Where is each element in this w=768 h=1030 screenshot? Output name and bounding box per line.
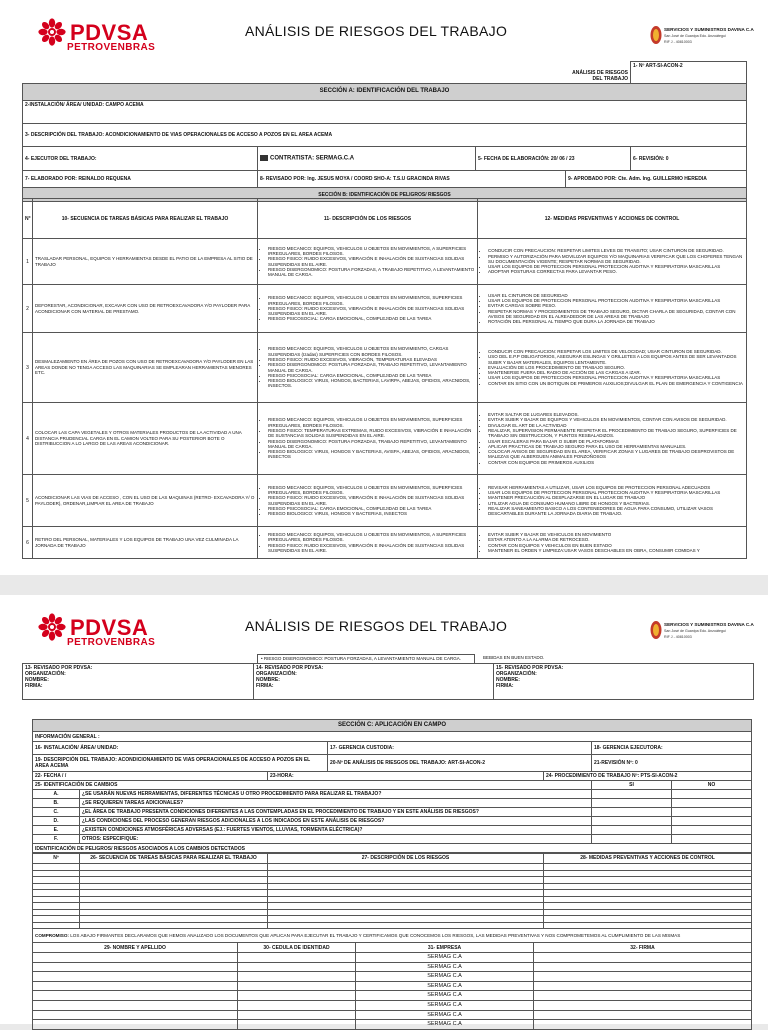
risk-item: • RIESGO BIOLOGICO: VIRUS, HONGOS Y BACTERIAS, AVISPA, ABEJAS, OFIDIOS, ARACNIDOS, INSECTOS	[268, 449, 475, 460]
section-a-header: SECCIÓN A: IDENTIFICACIÓN DEL TRABAJO	[23, 84, 747, 101]
task-risks	[258, 239, 478, 285]
form-title: ANÁLISIS DE RIESGOS DEL TRABAJO	[566, 62, 631, 84]
field-col-tasks: 26- SECUENCIA DE TAREAS BÁSICAS PARA REALIZAR EL TRABAJO	[80, 853, 268, 864]
installation-field: 16- INSTALACIÓN/ ÁREA/ UNIDAD:	[33, 742, 328, 755]
brand-name: PDVSA	[70, 20, 149, 45]
risk-item: • RIESGO FISICO: TEMPERATURAS EXTREMAS, RUIDO EXCESIVOS, VIBRACIÓN E INHALACIÓN DE SUSTANCIAS SOLIDAS SUSPENDIDAS EN EL AIRE.	[268, 428, 475, 439]
measure-item: • USAR ESCALERAS PARA BAJAR O SUBIR DE PLATAFORMAS	[488, 439, 744, 444]
change-row	[33, 799, 752, 808]
measure-item: • PERMISO Y AUTORIZACIÓN PARA MOVILIZAR EQUIPOS Y/O MAQUINARIAS VERIFICAR QUE LOS CHOFERES TENGAN SU DOCUMENTACIÓN VIGENTE; RESPETAR NORMAS DE SEGURIDAD.	[488, 254, 744, 265]
attendee-id[interactable]	[238, 1000, 356, 1010]
attendee-signature[interactable]	[534, 972, 752, 982]
attendee-name[interactable]	[33, 1000, 238, 1010]
attendee-row	[33, 991, 752, 1001]
attendee-company: SERMAG C.A	[356, 1020, 534, 1030]
field-col-number: Nº	[33, 853, 80, 864]
changes-header: 25- IDENTIFICACIÓN DE CAMBIOS	[33, 781, 592, 790]
signature-block	[254, 664, 494, 700]
change-row	[33, 817, 752, 826]
task-risks	[258, 527, 478, 559]
no-header: NO	[672, 781, 752, 790]
change-yes-checkbox[interactable]	[592, 799, 672, 808]
attendee-company: SERMAG C.A	[356, 981, 534, 991]
company-emblem-icon	[650, 620, 662, 640]
task-measures	[478, 333, 747, 403]
task-description: ACONDICIONAR LAS VIAS DE ACCESO , CON EL USO DE LAS MAQUINAS (RETRO- EXCAVADORA Y/ O PAYLODER), ORDENAR,LIMPIAR EL AREA DE TRABAJO	[33, 475, 258, 527]
signature-org: ORGANIZACIÓN:	[496, 671, 537, 677]
risk-item: • RIESGO FISICO: RUIDO EXCESIVOS, VIBRACIÓN, TEMPERATURAS ELEVADAS	[268, 357, 475, 362]
brand-sub: PETROVENBRAS	[67, 42, 156, 53]
task-number: 5	[23, 475, 33, 527]
attendee-signature[interactable]	[534, 991, 752, 1001]
signature-sign: FIRMA:	[256, 683, 274, 689]
col-number-header: N°	[23, 199, 33, 239]
change-key: E.	[33, 826, 80, 835]
change-no-checkbox[interactable]	[672, 799, 752, 808]
attendee-name[interactable]	[33, 972, 238, 982]
change-row	[33, 835, 752, 844]
description-field: 19- DESCRIPCIÓN DEL TRABAJO: ACONDICIONAMIENTO DE VIAS OPERACIONALES DE ACCESO A POZOS EN EL AREA ACEMA	[33, 755, 328, 772]
signature-title: 15- REVISADO POR PDVSA:	[496, 665, 564, 671]
attendee-signature[interactable]	[534, 953, 752, 963]
attendee-company: SERMAG C.A	[356, 972, 534, 982]
change-key: F.	[33, 835, 80, 844]
measure-item: • USAR LOS EQUIPOS DE PROTECCION PERSONAL PROTECCION AUDITIVA Y RESPIRATORIA MASCARILLAS	[488, 298, 744, 303]
attendee-name[interactable]	[33, 1010, 238, 1020]
hazards-identification: IDENTIFICACIÓN DE PELIGROS/ RIESGOS ASOCIADOS A LOS CAMBIOS DETECTADOS	[33, 844, 752, 854]
attendees-table	[32, 942, 752, 1030]
change-row	[33, 808, 752, 817]
company-address: San José de Guanipa Edo. Anzoátegui	[664, 34, 726, 38]
measure-item: • COLOCAR AVISOS DE SEGURIDAD EN EL AREA, VERIFICAR ZONAS Y LUGARES DE TRABAJO DESPROVISTOS DE MALEZAS QUE ALBERGUEN ANIMALES PONZOÑOSOS	[488, 449, 744, 460]
risk-item: • RIESGO BIOLOGICO: VIRUS, HONGOS Y BACTERIAS, INSECTOS	[268, 511, 475, 516]
attendee-id[interactable]	[238, 972, 356, 982]
measure-item: • EVITAR CARGAS SOBRE PESO.	[488, 303, 744, 308]
general-info: INFORMACIÓN GENERAL :	[33, 732, 752, 742]
change-yes-checkbox[interactable]	[592, 835, 672, 844]
commitment-row: COMPROMISO: LOS ABAJO FIRMANTES DECLARAMOS QUE HEMOS ANALIZADO LOS DOCUMENTOS QUE APLICAN PARA EJECUTAR EL TRABAJO Y CERTIFICAMOS QUE CONOCEMOS LOS RIESGOS, LAS MEDIDAS PREVENTIVAS Y NOS COMPROMETEMOS AL CUMPLIMIENTO DE LAS MISMAS	[33, 929, 752, 943]
company-name: SERVICIOS Y SUMINISTROS DAVINA C.A	[664, 27, 754, 32]
approved-by-cell: 9- APROBADO POR: Cte. Adm. Ing. GUILLERMO HEREDIA	[566, 171, 747, 188]
change-key: A.	[33, 790, 80, 799]
measure-item: • APLICAR PRACTICAS DE TRABAJO SEGURO PARA EL USO DE HERRAMIENTAS MANUALES.	[488, 444, 744, 449]
attendee-name[interactable]	[33, 953, 238, 963]
procedure-field: 24- PROCEDIMIENTO DE TRABAJO Nº: PTS-SI-ACON-2	[544, 772, 752, 781]
change-no-checkbox[interactable]	[672, 808, 752, 817]
risk-item: • RIESGO PSICOSOCIAL: CARGA EMOCIONAL, COMPLEJIDAD DE LAS TAREA	[268, 506, 475, 511]
custody-field: 17- GERENCIA CUSTODIA:	[328, 742, 592, 755]
change-key: B.	[33, 799, 80, 808]
risk-item: • RIESGO PSICOSOCIAL: CARGA EMOCIONAL, COMPLEJIDAD DE LAS TAREA	[268, 316, 475, 321]
carry-over-risk: • RIESGO DISERGONOMICO: POSTURA FORZADAS, A LEVANTAMIENTO MANUAL DE CARGA.	[257, 654, 475, 663]
task-row	[23, 403, 747, 475]
executor-cell: 4- EJECUTOR DEL TRABAJO:	[23, 147, 258, 171]
signature-sign: FIRMA:	[25, 683, 43, 689]
risk-item: • RIESGO MECANICO: EQUIPOS, VEHICULOS U OBJETOS EN MOVIMIENTO, CARGAS SUSPENDIDAS (Izadas) SUPERFICIES CON BORDES FILOSOS.	[268, 346, 475, 357]
tasks-table	[22, 198, 747, 559]
measure-item: • EVITAR SALTAR DE LUGARES ELEVADOS.	[488, 412, 744, 417]
change-question: ¿EXISTEN CONDICIONES ATMOSFÉRICAS ADVERSAS (EJ.: FUERTES VIENTOS, LLUVIAS, TORMENTA ELÉCTRICA)?	[80, 826, 592, 835]
attendee-row	[33, 1000, 752, 1010]
col-id: 30- CEDULA DE IDENTIDAD	[238, 943, 356, 953]
risk-item: • RIESGO MECANICO: EQUIPOS, VEHICULOS U OBJETOS EN MOVIMIENTOS, SUPERFICIES IRREGULARES, BORDES FILOSOS.	[268, 485, 475, 496]
attendee-signature[interactable]	[534, 1020, 752, 1030]
measure-item: • REALIZAR, SUPERVISION PERMANENTE RESPETAR EL PROCEDIMIENTO DE TRABAJO SEGURO, SUPERFICIES DE TRABAJO SIN OBSTRUCCION, Y PUNTOS RESBALADIZOS.	[488, 428, 744, 439]
attendee-name[interactable]	[33, 991, 238, 1001]
task-description: DEFORESTAR, ACONDICIONAR, EXCAVAR CON USO DE RETROEXCAVADORA Y/O PAYLODER PARA ACONDICIONAR CON MATERIAL DE PRESTAMO.	[33, 285, 258, 333]
change-question: ¿SE REQUIEREN TAREAS ADICIONALES?	[80, 799, 592, 808]
field-col-measures: 28- MEDIDAS PREVENTIVAS Y ACCIONES DE CONTROL	[544, 853, 752, 864]
signature-name: NOMBRE:	[25, 677, 49, 683]
risk-item: • RIESGO DISERGONOMICO: POSTURA FORZADAS, TRABAJO REPETITIVO, LEVANTAMIENTO MANUAL DE CARGA.	[268, 439, 475, 450]
task-risks	[258, 403, 478, 475]
measure-item: • RESPETAR NORMAS Y PROCEDIMIENTOS DE TRABAJO SEGURO, DICTAR CHARLA DE SEGURIDAD, CONTAR CON AVISOS DE SEGURIDAD EN EL ALREADEDOR DE LAS AREAS DE TRABAJO	[488, 309, 744, 320]
task-number: 3	[23, 333, 33, 403]
task-measures	[478, 527, 747, 559]
attendee-id[interactable]	[238, 1010, 356, 1020]
measure-item: • ROTACIÓN DEL PERSONAL AL TIEMPO QUE DURA LA JORNADA DE TRABAJO	[488, 319, 744, 324]
page-title-2: ANÁLISIS DE RIESGOS DEL TRABAJO	[245, 618, 508, 634]
change-key: C.	[33, 808, 80, 817]
measure-item: • USAR LOS EQUIPOS DE PROTECCION PERSONAL PROTECCION AUDITIVA Y RESPIRATORIA MASCARILLAS	[488, 375, 744, 380]
change-yes-checkbox[interactable]	[592, 817, 672, 826]
change-no-checkbox[interactable]	[672, 835, 752, 844]
task-risks	[258, 475, 478, 527]
measure-item: • MANTENER EL ORDEN Y LIMPIEZA:USAR VASOS DESCHABLES EN OBRA, CONSUMIR COMIDAS Y	[488, 548, 744, 553]
risk-item: • RIESGO DISERGONOMICO: POSTURA FORZADAS, A TRABAJO REPETITIVO, A LEVANTAMIENTO MANUAL DE CARGA.	[268, 267, 475, 278]
company-name: SERVICIOS Y SUMINISTROS DAVINA C.A	[664, 622, 754, 627]
attendee-signature[interactable]	[534, 981, 752, 991]
risk-item: • RIESGO MECANICO: EQUIPOS, VEHICULOS U OBJETOS EN MOVIMIENTOS, A SUPERFICIES IRREGULARES, BORDES FILOSOS.	[268, 246, 475, 257]
measure-item: • CONTAR CON EQUIPOS DE PRIMEROS AUXILIOS	[488, 460, 744, 465]
section-c-table	[32, 719, 752, 854]
pdvsa-logo	[38, 18, 156, 54]
executing-field: 18- GERENCIA EJECUTORA:	[592, 742, 752, 755]
measure-item: • USAR LOS EQUIPOS DE PROTECCION PERSONAL PROTECCION AUDITIVA Y RESPIRATORIA MASCARILLAS	[488, 264, 744, 269]
installation-row: 2-INSTALACIÓN/ ÁREA/ UNIDAD: CAMPO ACEMA	[23, 101, 747, 124]
measure-item: • EVALUACIÓN DE LOS PROCEDIMIENTO DE TRABAJO SEGURO.	[488, 365, 744, 370]
signature-name: NOMBRE:	[256, 677, 280, 683]
risk-item: • RIESGO PSICOSOCIAL: CARGA EMOCIONAL, COMPLEJIDAD DE LAS TAREA	[268, 373, 475, 378]
change-question: ¿EL ÁREA DE TRABAJO PRESENTA CONDICIONES DIFERENTES A LAS CONTEMPLADAS EN EL PROCEDIMIENTO DE TRABAJO Y EN ESTE ANÁLISIS DE RIESGOS?	[80, 808, 592, 817]
measure-item: • REALIZAR SANEAMIENTO BASICO A LOS CONTENEDORES DE AGUA PARA CONSUMO, UTILIZAR VASOS DESCARTABLES DURANTE LA JORNADA DIARIA DE TRABAJO.	[488, 506, 744, 517]
risk-item: • RIESGO FISICO: RUIDO EXCESIVOS, VIBRACIÓN E INHALACIÓN DE SUSTANCIAS SOLIDAS SUSPENDIDAS EN EL AIRE.	[268, 306, 475, 317]
measure-item: • REVISAR HERRAMIENTAS A UTILIZAR, USAR LOS EQUIPOS DE PROTECCION PERSONAL ADECUADOS	[488, 485, 744, 490]
attendee-id[interactable]	[238, 953, 356, 963]
section-c-header: SECCIÓN C: APLICACIÓN EN CAMPO	[33, 720, 752, 732]
risk-item: • RIESGO MECANICO: EQUIPOS, VEHICULOS U OBJETOS EN MOVIMIENTOS, A SUPERFICIES IRREGULARES, BORDES FILOSOS.	[268, 532, 475, 543]
task-measures	[478, 475, 747, 527]
change-yes-checkbox[interactable]	[592, 826, 672, 835]
attendee-row	[33, 962, 752, 972]
reviewed-by-cell: 8- REVISADO POR: Ing. JESUS MOYA / COORD SHO-A: T.S.U GRACINDA RIVAS	[258, 171, 566, 188]
form-number: 1- Nº ART-SI-ACON-2	[631, 62, 747, 84]
signature-block	[494, 664, 754, 700]
signature-sign: FIRMA:	[496, 683, 514, 689]
signature-org: ORGANIZACIÓN:	[256, 671, 297, 677]
field-tasks-table	[32, 852, 752, 943]
measure-item: • USAR LOS EQUIPOS DE PROTECCION PERSONAL PROTECCION AUDITIVA Y RESPIRATORIA MASCARILLAS	[488, 490, 744, 495]
attendee-signature[interactable]	[534, 962, 752, 972]
measure-item: • EVITAR SUBIR Y BAJAR DE VEHICULOS EN MOVIMIENTO	[488, 532, 744, 537]
col-measures-header: 12- MEDIDAS PREVENTIVAS Y ACCIONES DE CONTROL	[478, 199, 747, 239]
page-header	[0, 0, 768, 60]
measure-item: • DIVULGAR EL ART DE LA ACTIVIDAD	[488, 423, 744, 428]
pdvsa-logo-2	[38, 613, 156, 649]
change-row	[33, 826, 752, 835]
attendee-id[interactable]	[238, 962, 356, 972]
attendee-row	[33, 1020, 752, 1030]
col-name: 29- NOMBRE Y APELLIDO	[33, 943, 238, 953]
page-header-2	[0, 595, 768, 655]
attendee-name[interactable]	[33, 962, 238, 972]
signature-block	[23, 664, 254, 700]
change-key: D.	[33, 817, 80, 826]
change-row	[33, 790, 752, 799]
col-signature: 32- FIRMA	[534, 943, 752, 953]
measure-item: • ESTAR ATENTO A LA ALARMA DE RETROCESO.	[488, 537, 744, 542]
art-number-field: 20-Nº DE ANÁLISIS DE RIESGOS DEL TRABAJO: ART-SI-ACON-2	[328, 755, 592, 772]
attendee-signature[interactable]	[534, 1010, 752, 1020]
task-risks	[258, 333, 478, 403]
risk-item: • RIESGO MECANICO: EQUIPOS, VEHICULOS U OBJETOS EN MOVIMIENTOS, SUPERFICIES IRREGULARES, BORDES FILOSOS.	[268, 295, 475, 306]
col-tasks-header: 10- SECUENCIA DE TAREAS BÁSICAS PARA REALIZAR EL TRABAJO	[33, 199, 258, 239]
risk-item: • RIESGO FISICO: RUIDO EXCESIVOS, VIBRACIÓN E INHALACIÓN DE SUSTANCIAS SOLIDAS SUSPENDIDAS EN EL AIRE.	[268, 543, 475, 554]
attendee-row	[33, 972, 752, 982]
change-no-checkbox[interactable]	[672, 817, 752, 826]
company-emblem-icon	[650, 25, 662, 45]
risk-item: • RIESGO MECANICO: EQUIPOS, VEHICULOS U OBJETOS EN MOVIMIENTOS, SUPERFICIES IRREGULARES, BORDES FILOSOS.	[268, 417, 475, 428]
attendee-id[interactable]	[238, 981, 356, 991]
task-row	[23, 527, 747, 559]
pdvsa-sun-icon	[38, 18, 66, 46]
section-a-table	[22, 61, 747, 202]
measure-item: • USAR EL CINTURON DE SEGURIDAD	[488, 293, 744, 298]
measure-item: • EVITAR SUBIR Y BAJAR DE EQUIPOS Y VEHICULOS EN MOVIMIENTOS, CONTAR CON AVISOS DE SEGURIDAD.	[488, 417, 744, 422]
task-description: TRASLADAR PERSONAL, EQUIPOS Y HERRAMIENTAS DESDE EL PATIO DE LA EMPRESA AL SITIO DE TRABAJO	[33, 239, 258, 285]
measure-item: • ADOPTAR POSTURAS CORRECTAS PARA LEVANTAR PESO.	[488, 269, 744, 274]
change-question: ¿LAS CONDICIONES DEL PROCESO GENERAN RIESGOS ADICIONALES A LOS INDICADOS EN ESTE ANÁLISIS DE RIESGOS?	[80, 817, 592, 826]
change-question: OTROS: ESPECIFIQUE:	[80, 835, 592, 844]
change-no-checkbox[interactable]	[672, 826, 752, 835]
task-measures	[478, 403, 747, 475]
attendee-company: SERMAG C.A	[356, 1010, 534, 1020]
date-cell: 5- FECHA DE ELABORACIÓN: 20/ 06 / 23	[476, 147, 631, 171]
measure-item: • UTILIZAR AGUA DE CONSUMO HUMANO LIBRE DE HONGOS Y BACTERIAS.	[488, 501, 744, 506]
attendee-company: SERMAG C.A	[356, 991, 534, 1001]
attendee-company: SERMAG C.A	[356, 953, 534, 963]
change-no-checkbox[interactable]	[672, 790, 752, 799]
attendee-name[interactable]	[33, 981, 238, 991]
risk-item: • RIESGO DISERGONOMICO: POSTURA FORZADAS, TRABAJO REPETITIVO, LEVANTAMIENTO MANUAL DE CARGA.	[268, 362, 475, 373]
measure-item: • USO DEL E.P.P OBLIGATORIOS, ASEGURAR ESLINGAS Y GRILLETES A LOS EQUIPOS ANTES DE SER LEVANTADOS SUBIR Y BAJAR MATERIALES, EQUIPOS LENTAMENTE.	[488, 354, 744, 365]
signature-org: ORGANIZACIÓN:	[25, 671, 66, 677]
change-question: ¿SE USARÁN NUEVAS HERRAMIENTAS, DIFERENTES TÉCNICAS U OTRO PROCEDIMIENTO PARA REALIZAR EL TRABAJO?	[80, 790, 592, 799]
risk-item: • RIESGO BIOLOGICO: VIRUS, HONGOS, BACTERIAS, LAVIRPA, ABEJAS, OFIDIOS, ARACNIDOS, INSECTOS.	[268, 378, 475, 389]
attendee-company: SERMAG C.A	[356, 962, 534, 972]
col-risks-header: 11- DESCRIPCIÓN DE LOS RIESGOS	[258, 199, 478, 239]
task-number: 2	[23, 285, 33, 333]
field-col-risks: 27- DESCRIPCIÓN DE LOS RIESGOS	[268, 853, 544, 864]
task-number: 4	[23, 403, 33, 475]
brand-name: PDVSA	[70, 615, 149, 640]
company-address: San José de Guanipa Edo. Anzoátegui	[664, 629, 726, 633]
measure-item: • CONTAR EN SITIO CON UN BOTIQUIN DE PRIMEROS AUXILIOS;DIVULGAR EL PLAN DE EMERGENCIA Y CONTIGENCIA	[488, 381, 744, 386]
revision-cell: 6- REVISIÓN: 0	[631, 147, 747, 171]
company-rif: RIF J - 40810003	[664, 635, 692, 639]
section-b-header: SECCIÓN B: IDENTIFICACIÓN DE PELIGROS/ RIESGOS	[23, 188, 747, 202]
change-yes-checkbox[interactable]	[592, 808, 672, 817]
task-row	[23, 333, 747, 403]
task-row	[23, 475, 747, 527]
time-field: 23-HORA:	[268, 772, 544, 781]
task-measures	[478, 239, 747, 285]
revision-field: 21-REVISIÓN Nº: 0	[592, 755, 752, 772]
company-rif: RIF J - 40810003	[664, 40, 692, 44]
pdvsa-sun-icon	[38, 613, 66, 641]
task-description: DESMALEZAMIENTO EN ÁREA DE POZOS CON USO DE RETROEXCAVADORA Y/O PAYLODER EN LAS AREAS DONDE NO TENGA ACCESO LAS MAQUINARIAS SE EMPLEARAN HERRAMIENTAS MENORES ETC.	[33, 333, 258, 403]
measure-item: • MANTENERSE FUERA DEL RADIO DE ACCIÓN DE LAS CARGAS A IZAR.	[488, 370, 744, 375]
change-yes-checkbox[interactable]	[592, 790, 672, 799]
contractor-cell: CONTRATISTA: SERMAG.C.A	[258, 147, 476, 171]
task-row	[23, 239, 747, 285]
risk-item: • RIESGO FISICO: RUIDO EXCESIVOS, VIBRACIÓN E INHALACIÓN DE SUSTANCIAS SOLIDAS SUSPENDIDAS EN EL AIRE.	[268, 495, 475, 506]
attendee-row	[33, 981, 752, 991]
attendee-name[interactable]	[33, 1020, 238, 1030]
attendee-row	[33, 953, 752, 963]
description-row: 3- DESCRIPCIÓN DEL TRABAJO: ACONDICIONAMIENTO DE VIAS OPERACIONALES DE ACCESO A POZOS EN EL AREA ACEMA	[23, 124, 747, 147]
col-company: 31- EMPRESA	[356, 943, 534, 953]
attendee-company: SERMAG C.A	[356, 1000, 534, 1010]
carry-over-measure: BEBIDAS EN BUEN ESTADO.	[483, 655, 545, 660]
signature-title: 14- REVISADO POR PDVSA:	[256, 665, 324, 671]
attendee-id[interactable]	[238, 991, 356, 1001]
signature-name: NOMBRE:	[496, 677, 520, 683]
task-number: 1	[23, 239, 33, 285]
task-risks	[258, 285, 478, 333]
elaborated-by-cell: 7- ELABORADO POR: REINALDO REQUENA	[23, 171, 258, 188]
measure-item: • CONDUCIR CON PRECAUCION: RESPETAR LOS LIMITES DE VELOCIDAD; USAR CINTURON DE SEGURIDAD.	[488, 349, 744, 354]
risk-item: • RIESGO FISICO: RUIDO EXCESIVOS, VIBRACIÓN E INHALACIÓN DE SUSTANCIAS SOLIDAS SUSPENDIDAS EN EL AIRE.	[268, 256, 475, 267]
task-description: COLOCAR LAS CAPA VEGETALES Y OTROS MATERIALES PRODUCTOS DE LA ACTIVIDAD A UNA DISTANCIA PRUDENCIAL CARGA EN EL CAMION VOLTEO PARA SU POSTERIOR BOTE O DISTRIBUCCION A LO LARGO DE LAS AREAS ACONDICIONAR.	[33, 403, 258, 475]
task-row	[23, 285, 747, 333]
measure-item: • CONTAR CON EQUIPOS Y VEHICULOS EN BUEN ESTADO	[488, 543, 744, 548]
page-title: ANÁLISIS DE RIESGOS DEL TRABAJO	[245, 23, 508, 39]
task-description: RETIRO DEL PERSONAL, MATERIALES Y LOS EQUIPOS DE TRABAJO UNA VEZ CULMINADA LA JORNADA DE TRABAJO	[33, 527, 258, 559]
date-field: 22- FECHA / /	[33, 772, 268, 781]
task-measures	[478, 285, 747, 333]
measure-item: • CONDUCIR CON PRECAUCION: RESPETAR LIMITES LEVES DE TRANSITO; USAR CINTURON DE SEGURIDAD.	[488, 248, 744, 253]
document-icon	[260, 155, 268, 161]
attendee-signature[interactable]	[534, 1000, 752, 1010]
task-number: 6	[23, 527, 33, 559]
signature-title: 13- REVISADO POR PDVSA:	[25, 665, 93, 671]
attendee-id[interactable]	[238, 1020, 356, 1030]
page-2	[0, 595, 768, 1028]
attendee-row	[33, 1010, 752, 1020]
signatures-table	[22, 663, 754, 700]
brand-sub: PETROVENBRAS	[67, 637, 156, 648]
measure-item: • MANTENER PRECAUCIÓN AL DESPLAZARSE EN EL LUGAR DE TRABAJO	[488, 495, 744, 500]
yes-header: SI	[592, 781, 672, 790]
